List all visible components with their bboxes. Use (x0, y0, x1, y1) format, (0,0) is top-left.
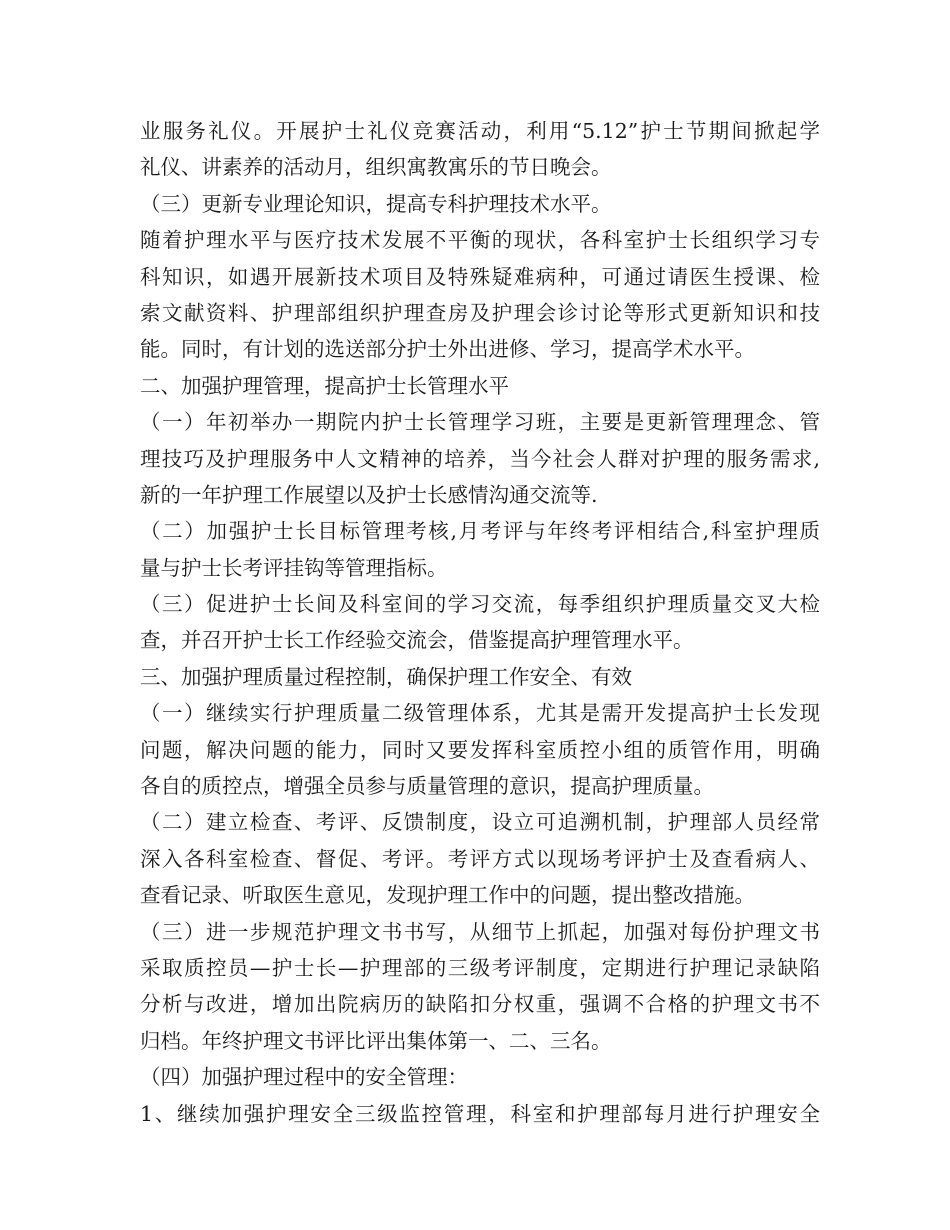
text-line: 礼仪、讲素养的活动月，组织寓教寓乐的节日晚会。 (140, 155, 612, 180)
text-line: 二、加强护理管理，提高护士长管理水平 (140, 373, 509, 398)
text-line: 量与护士长考评挂钩等管理指标。 (140, 555, 448, 580)
document-body (140, 113, 820, 1132)
text-line: 新的一年护理工作展望以及护士长感情沟通交流等. (140, 482, 598, 507)
text-line: 归档。年终护理文书评比评出集体第一、二、三名。 (140, 1028, 612, 1053)
text-line: 各自的质控点，增强全员参与质量管理的意识，提高护理质量。 (140, 774, 714, 799)
text-line: 能。同时，有计划的选送部分护士外出进修、学习，提高学术水平。 (140, 337, 755, 362)
text-line: 1、继续加强护理安全三级监控管理，科室和护理部每月进行护理安全 (140, 1101, 820, 1126)
text-line: （二）加强护士长目标管理考核,月考评与年终考评相结合,科室护理质 (140, 519, 820, 544)
text-line: 问题，解决问题的能力，同时又要发挥科室质控小组的质管作用，明确 (140, 737, 820, 762)
text-line: 查看记录、听取医生意见，发现护理工作中的问题，提出整改措施。 (140, 883, 755, 908)
text-line: （三）更新专业理论知识，提高专科护理技术水平。 (140, 191, 612, 216)
text-line: 查，并召开护士长工作经验交流会，借鉴提高护理管理水平。 (140, 628, 694, 653)
text-line: 深入各科室检查、督促、考评。考评方式以现场考评护士及查看病人、 (140, 846, 820, 871)
text-line: （二）建立检查、考评、反馈制度，设立可追溯机制，护理部人员经常 (140, 810, 820, 835)
text-line: （一）年初举办一期院内护士长管理学习班，主要是更新管理理念、管 (140, 410, 820, 435)
text-line: 采取质控员—护士长—护理部的三级考评制度，定期进行护理记录缺陷 (140, 955, 820, 980)
text-line: （三）促进护士长间及科室间的学习交流，每季组织护理质量交叉大检 (140, 592, 820, 617)
text-line: 索文献资料、护理部组织护理查房及护理会诊讨论等形式更新知识和技 (140, 300, 820, 325)
text-line: 三、加强护理质量过程控制，确保护理工作安全、有效 (140, 664, 632, 689)
text-line: （一）继续实行护理质量二级管理体系，尤其是需开发提高护士长发现 (140, 701, 820, 726)
text-line: （三）进一步规范护理文书书写，从细节上抓起，加强对每份护理文书 (140, 919, 820, 944)
text-line: （四）加强护理过程中的安全管理： (140, 1065, 468, 1090)
text-line: 理技巧及护理服务中人文精神的培养，当今社会人群对护理的服务需求, (140, 446, 820, 471)
text-line: 随着护理水平与医疗技术发展不平衡的现状，各科室护士长组织学习专 (140, 228, 820, 253)
text-line: 分析与改进，增加出院病历的缺陷扣分权重，强调不合格的护理文书不 (140, 992, 820, 1017)
text-line: 科知识，如遇开展新技术项目及特殊疑难病种，可通过请医生授课、检 (140, 264, 820, 289)
text-line: 业服务礼仪。开展护士礼仪竞赛活动，利用“5.12”护士节期间掀起学 (140, 119, 820, 143)
